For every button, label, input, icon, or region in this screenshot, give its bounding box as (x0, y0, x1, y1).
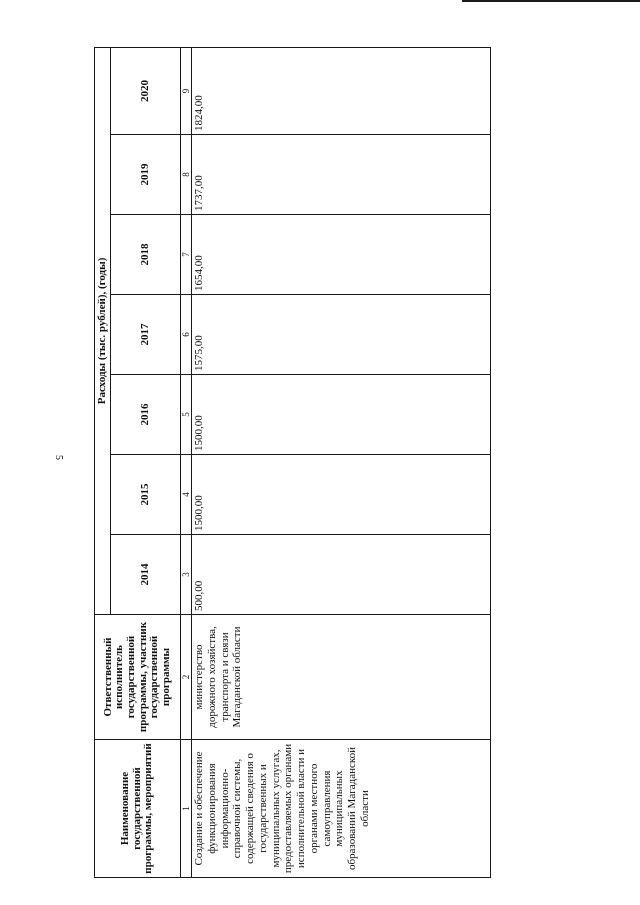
column-index: 6 (181, 295, 192, 375)
rotated-table-page (94, 48, 634, 878)
column-index: 9 (181, 47, 192, 134)
header-expenses: Расходы (тыс. рублей), (годы) (95, 47, 111, 614)
column-index: 5 (181, 375, 192, 455)
header-year: 2015 (111, 455, 181, 535)
expense-cell-2018: 1654,00 (192, 215, 491, 295)
header-year: 2020 (111, 47, 181, 134)
activity-name-cell: Создание и обеспечение функционирования информационно-справочной системы, содержащей сведения о государственных и муниципальных услугах, предоставляемых органами исполнительной власти и органами местного самоуправления муниципальных образований Магаданской области (192, 740, 491, 878)
header-year: 2018 (111, 215, 181, 295)
column-index: 2 (181, 615, 192, 740)
column-index: 1 (181, 740, 192, 878)
header-name: Наименование государственной программы, мероприятий (95, 740, 181, 878)
expense-cell-2014: 500,00 (192, 535, 491, 615)
header-year: 2014 (111, 535, 181, 615)
header-year: 2016 (111, 375, 181, 455)
expenses-table (94, 47, 491, 878)
header-executor: Ответственный исполнитель государственной программы, участник государственной программы (95, 615, 181, 740)
expense-cell-2016: 1500,00 (192, 375, 491, 455)
expense-cell-2019: 1737,00 (192, 135, 491, 215)
top-edge-line (462, 0, 640, 2)
expense-cell-2015: 1500,00 (192, 455, 491, 535)
column-index: 8 (181, 135, 192, 215)
page-number: 5 (53, 455, 64, 460)
executor-cell: министерство дорожного хозяйства, транспорта и связи Магаданской области (192, 615, 491, 740)
column-index: 3 (181, 535, 192, 615)
expense-cell-2017: 1575,00 (192, 295, 491, 375)
column-index: 7 (181, 215, 192, 295)
column-index: 4 (181, 455, 192, 535)
expense-cell-2020: 1824,00 (192, 47, 491, 134)
header-year: 2017 (111, 295, 181, 375)
header-year: 2019 (111, 135, 181, 215)
